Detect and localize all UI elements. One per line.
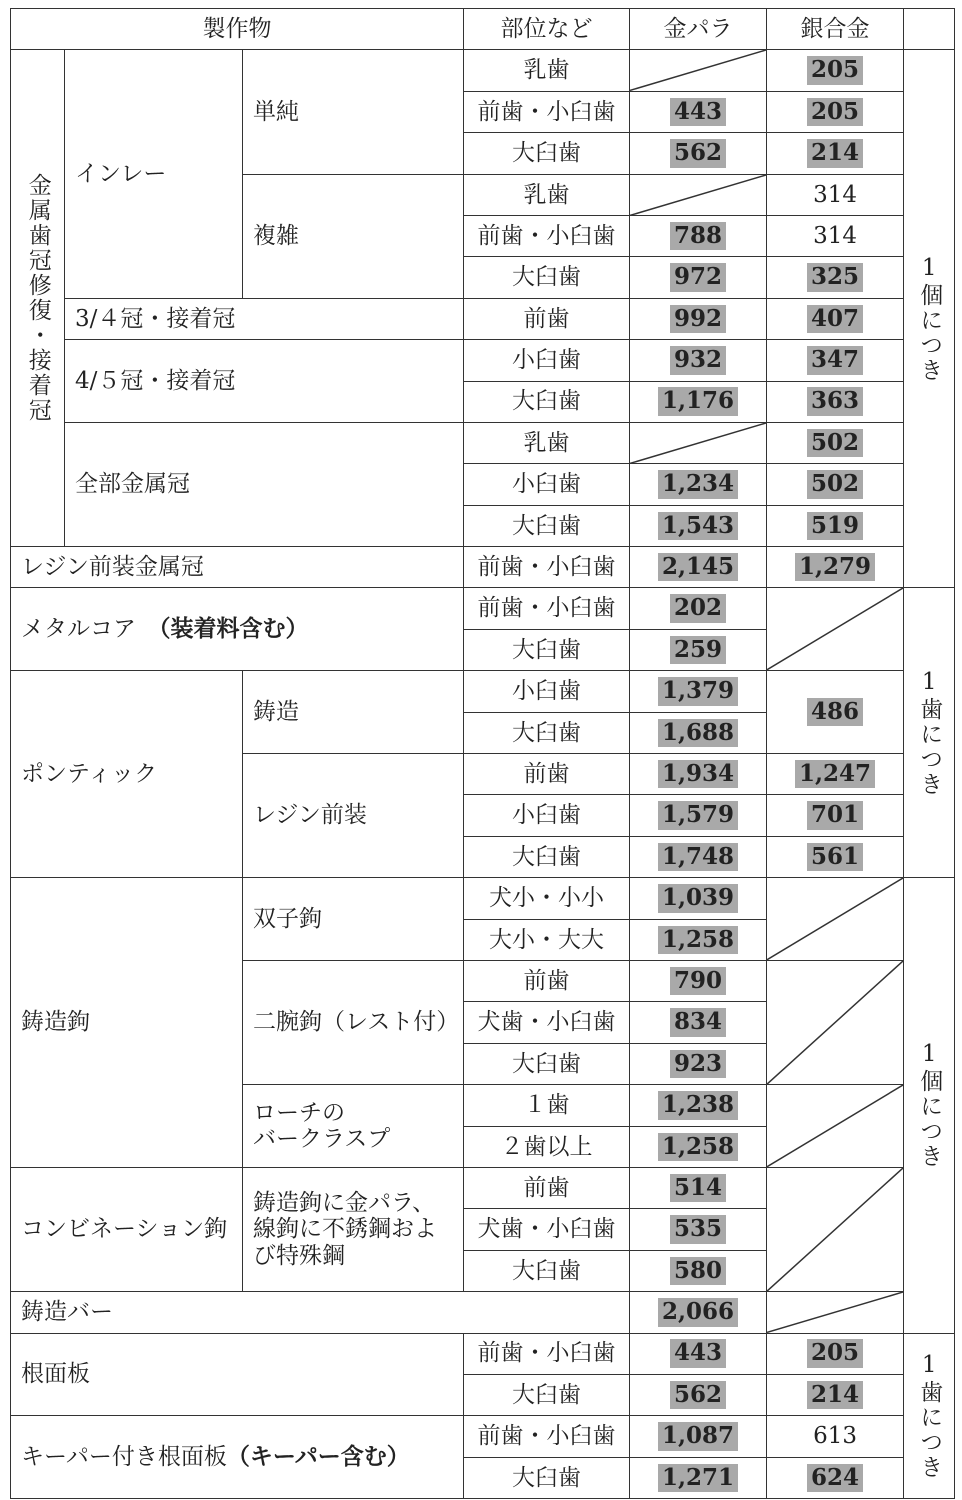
group-casting: 鋳造: [243, 671, 464, 754]
silver-cell: 613: [767, 1416, 904, 1457]
site-cell: ２歯以上: [464, 1126, 630, 1167]
site-cell: 大臼歯: [464, 1250, 630, 1291]
group-combination-desc: 鋳造鉤に金パラ、 線鉤に不銹鋼およ び特殊鋼: [243, 1167, 464, 1291]
site-cell: 小臼歯: [464, 671, 630, 712]
table-row: [11, 50, 955, 91]
site-cell: 小臼歯: [464, 464, 630, 505]
header-row: [11, 9, 955, 50]
gold-cell: 1,543: [630, 505, 767, 546]
group-pontic: ポンティック: [11, 671, 243, 878]
group-combination-clasp: コンビネーション鉤: [11, 1167, 243, 1291]
table-row: [11, 1416, 955, 1457]
gold-cell: 562: [630, 1374, 767, 1415]
site-cell: 犬歯・小臼歯: [464, 1209, 630, 1250]
silver-cell: 363: [767, 381, 904, 422]
group-keeper-root-plate: キーパー付き根面板（キーパー含む）: [11, 1416, 464, 1499]
gold-cell: 580: [630, 1250, 767, 1291]
silver-cell: 347: [767, 340, 904, 381]
gold-cell: 1,271: [630, 1457, 767, 1498]
silver-cell: 486: [767, 671, 904, 754]
table-row: [11, 588, 955, 629]
site-cell: 乳歯: [464, 174, 630, 215]
gold-cell-na: [630, 50, 767, 91]
site-cell: 小臼歯: [464, 340, 630, 381]
silver-cell-na: [767, 1167, 904, 1291]
gold-cell: 562: [630, 133, 767, 174]
silver-cell: 701: [767, 795, 904, 836]
silver-cell: 325: [767, 257, 904, 298]
silver-cell: 314: [767, 215, 904, 256]
silver-cell-na: [767, 960, 904, 1084]
site-cell: 大臼歯: [464, 133, 630, 174]
gold-cell: 1,238: [630, 1085, 767, 1126]
group-twin-clasp: 双子鉤: [243, 878, 464, 961]
site-cell: １歯: [464, 1085, 630, 1126]
gold-cell: 1,039: [630, 878, 767, 919]
group-three-quarter: 3/４冠・接着冠: [65, 298, 464, 339]
group-resin-facing-crown: レジン前装金属冠: [11, 547, 464, 588]
site-cell: 前歯・小臼歯: [464, 588, 630, 629]
site-cell: 小臼歯: [464, 795, 630, 836]
silver-cell-na: [767, 1292, 904, 1333]
silver-cell: 214: [767, 133, 904, 174]
table-row: [11, 878, 955, 919]
site-cell: 乳歯: [464, 422, 630, 463]
site-cell: 大臼歯: [464, 1043, 630, 1084]
gold-cell: 514: [630, 1167, 767, 1208]
silver-cell: 214: [767, 1374, 904, 1415]
gold-cell: 972: [630, 257, 767, 298]
site-cell: 大臼歯: [464, 629, 630, 670]
gold-cell: 443: [630, 1333, 767, 1374]
gold-cell: 992: [630, 298, 767, 339]
site-cell: 前歯: [464, 960, 630, 1001]
group-cast-bar: 鋳造バー: [11, 1292, 630, 1333]
gold-cell: 1,379: [630, 671, 767, 712]
site-cell: 大臼歯: [464, 1374, 630, 1415]
unit-per-piece: 1個につき: [904, 50, 955, 588]
site-cell: 大臼歯: [464, 505, 630, 546]
table-row: [11, 671, 955, 712]
gold-cell: 788: [630, 215, 767, 256]
gold-cell: 1,579: [630, 795, 767, 836]
header-item: 製作物: [11, 9, 464, 50]
silver-cell: 205: [767, 50, 904, 91]
table-row: [11, 1167, 955, 1208]
gold-cell-na: [630, 422, 767, 463]
group-four-fifth: 4/５冠・接着冠: [65, 340, 464, 423]
group-simple: 単純: [243, 50, 464, 174]
site-cell: 前歯・小臼歯: [464, 1416, 630, 1457]
site-cell: 前歯・小臼歯: [464, 215, 630, 256]
gold-cell: 1,234: [630, 464, 767, 505]
silver-cell-na: [767, 1085, 904, 1168]
header-unit: [904, 9, 955, 50]
site-cell: 大臼歯: [464, 712, 630, 753]
silver-cell-na: [767, 588, 904, 671]
site-cell: 前歯・小臼歯: [464, 1333, 630, 1374]
silver-cell: 1,247: [767, 754, 904, 795]
gold-cell: 790: [630, 960, 767, 1001]
gold-cell: 1,258: [630, 1126, 767, 1167]
site-cell: 犬歯・小臼歯: [464, 1002, 630, 1043]
silver-cell: 502: [767, 422, 904, 463]
header-site: 部位など: [464, 9, 630, 50]
group-metal-crown: 金属歯冠修復・接着冠: [11, 50, 65, 547]
group-two-arm-clasp: 二腕鉤（レスト付）: [243, 960, 464, 1084]
group-cast-clasp: 鋳造鉤: [11, 878, 243, 1168]
silver-cell: 519: [767, 505, 904, 546]
gold-cell: 2,145: [630, 547, 767, 588]
header-gold: 金パラ: [630, 9, 767, 50]
silver-cell: 561: [767, 836, 904, 877]
gold-cell: 1,087: [630, 1416, 767, 1457]
table-row: [11, 1292, 955, 1333]
site-cell: 大臼歯: [464, 381, 630, 422]
gold-cell: 1,748: [630, 836, 767, 877]
gold-cell: 1,934: [630, 754, 767, 795]
gold-cell: 1,688: [630, 712, 767, 753]
gold-cell: 834: [630, 1002, 767, 1043]
gold-cell: 259: [630, 629, 767, 670]
gold-cell: 923: [630, 1043, 767, 1084]
site-cell: 大小・大大: [464, 919, 630, 960]
silver-cell-na: [767, 878, 904, 961]
silver-cell: 624: [767, 1457, 904, 1498]
site-cell: 前歯: [464, 1167, 630, 1208]
gold-cell: 2,066: [630, 1292, 767, 1333]
site-cell: 犬小・小小: [464, 878, 630, 919]
table-row: [11, 422, 955, 463]
table-row: [11, 298, 955, 339]
gold-cell: 932: [630, 340, 767, 381]
gold-cell: 535: [630, 1209, 767, 1250]
unit-per-piece: 1個につき: [904, 878, 955, 1333]
group-full-metal: 全部金属冠: [65, 422, 464, 546]
site-cell: 前歯・小臼歯: [464, 547, 630, 588]
gold-cell: 443: [630, 91, 767, 132]
gold-cell: 202: [630, 588, 767, 629]
gold-cell: 1,258: [630, 919, 767, 960]
group-inlay: インレー: [65, 50, 243, 298]
unit-per-tooth: 1歯につき: [904, 588, 955, 878]
site-cell: 乳歯: [464, 50, 630, 91]
header-silver: 銀合金: [767, 9, 904, 50]
table-row: [11, 547, 955, 588]
silver-cell: 205: [767, 91, 904, 132]
silver-cell: 205: [767, 1333, 904, 1374]
fee-table: [10, 8, 955, 1499]
site-cell: 大臼歯: [464, 836, 630, 877]
site-cell: 前歯: [464, 754, 630, 795]
group-metal-core: メタルコア （装着料含む）: [11, 588, 464, 671]
site-cell: 前歯: [464, 298, 630, 339]
group-complex: 複雑: [243, 174, 464, 298]
site-cell: 大臼歯: [464, 257, 630, 298]
unit-per-tooth: 1歯につき: [904, 1333, 955, 1499]
gold-cell: 1,176: [630, 381, 767, 422]
silver-cell: 502: [767, 464, 904, 505]
table-row: [11, 340, 955, 381]
table-row: [11, 1333, 955, 1374]
gold-cell-na: [630, 174, 767, 215]
site-cell: 大臼歯: [464, 1457, 630, 1498]
group-roach-bar-clasp: ローチの バークラスプ: [243, 1085, 464, 1168]
silver-cell: 407: [767, 298, 904, 339]
site-cell: 前歯・小臼歯: [464, 91, 630, 132]
silver-cell: 314: [767, 174, 904, 215]
group-root-plate: 根面板: [11, 1333, 464, 1416]
group-resin-facing: レジン前装: [243, 754, 464, 878]
silver-cell: 1,279: [767, 547, 904, 588]
